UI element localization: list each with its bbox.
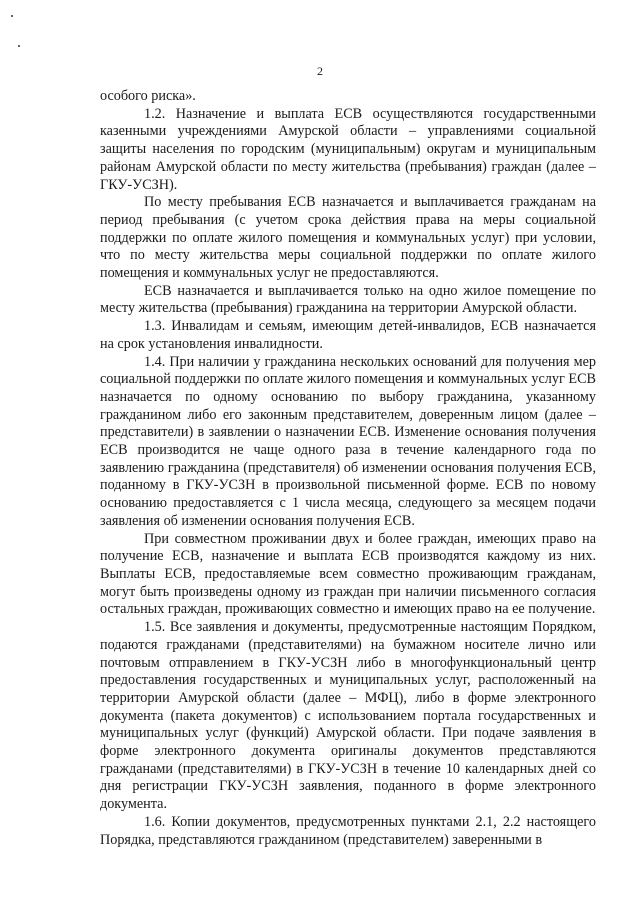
scan-speck bbox=[18, 45, 20, 47]
paragraph-1-2: 1.2. Назначение и выплата ЕСВ осуществляются государственными казенными учреждениями Амурской области – управлениями социальной защиты населения по городским (муниципальным) округам и муниципальным районам Амурской области по месту жительства (пребывания) граждан (далее – ГКУ-УСЗН). bbox=[100, 105, 596, 193]
paragraph-1-3: 1.3. Инвалидам и семьям, имеющим детей-инвалидов, ЕСВ назначается на срок установления инвалидности. bbox=[100, 318, 596, 352]
page-number: 2 bbox=[317, 64, 323, 78]
paragraph-single-dwelling: ЕСВ назначается и выплачивается только на одно жилое помещение по месту жительства (пребывания) гражданина на территории Амурской области. bbox=[100, 282, 596, 317]
paragraph-continuation: особого риска». bbox=[100, 88, 196, 104]
paragraph-1-4: 1.4. При наличии у гражданина нескольких оснований для получения мер социальной поддержки по оплате жилого помещения и коммунальных услуг ЕСВ назначается по одному основанию по выбору гражданина, указанному гражданином либо его законным представителем, доверенным лицом (далее – представители) в заявлении о назначении ЕСВ. Изменение основания получения ЕСВ производится не чаще одного раза в течение календарного года по заявлению гражданина (представителя) об изменении основания получения ЕСВ, поданному в ГКУ-УСЗН в произвольной письменной форме. ЕСВ по новому основанию предоставляется с 1 числа месяца, следующего за месяцем подачи заявления об изменении основания получения ЕСВ. bbox=[100, 353, 596, 529]
document-body bbox=[100, 88, 596, 849]
paragraph-1-6: 1.6. Копии документов, предусмотренных пунктами 2.1, 2.2 настоящего Порядка, представляются гражданином (представителем) заверенными в bbox=[100, 813, 596, 848]
paragraph-joint-residence: При совместном проживании двух и более граждан, имеющих право на получение ЕСВ, назначение и выплата ЕСВ производятся каждому из них. Выплаты ЕСВ, предоставляемые всем совместно проживающим гражданам, могут быть произведены одному из граждан при наличии письменного согласия остальных граждан, проживающих совместно и имеющих право на ее получение. bbox=[100, 530, 596, 618]
scan-speck bbox=[11, 15, 13, 17]
paragraph-residence: По месту пребывания ЕСВ назначается и выплачивается гражданам на период пребывания (с учетом срока действия права на меры социальной поддержки по оплате жилого помещения и коммунальных услуг) при условии, что по месту жительства меры социальной поддержки по оплате жилого помещения и коммунальных услуг не предоставляются. bbox=[100, 194, 596, 282]
paragraph-1-5: 1.5. Все заявления и документы, предусмотренные настоящим Порядком, подаются гражданами (представителями) на бумажном носителе лично или почтовым отправлением в ГКУ-УСЗН либо в многофункциональный центр предоставления государственных и муниципальных услуг, расположенный на территории Амурской области (далее – МФЦ), либо в форме электронного документа (пакета документов) с использованием портала государственных и муниципальных услуг (функций) Амурской области. При подаче заявления в форме электронного документа оригиналы документов представляются гражданами (представителями) в ГКУ-УСЗН в течение 10 календарных дней со дня регистрации ГКУ-УСЗН заявления, поданного в форме электронного документа. bbox=[100, 619, 596, 813]
